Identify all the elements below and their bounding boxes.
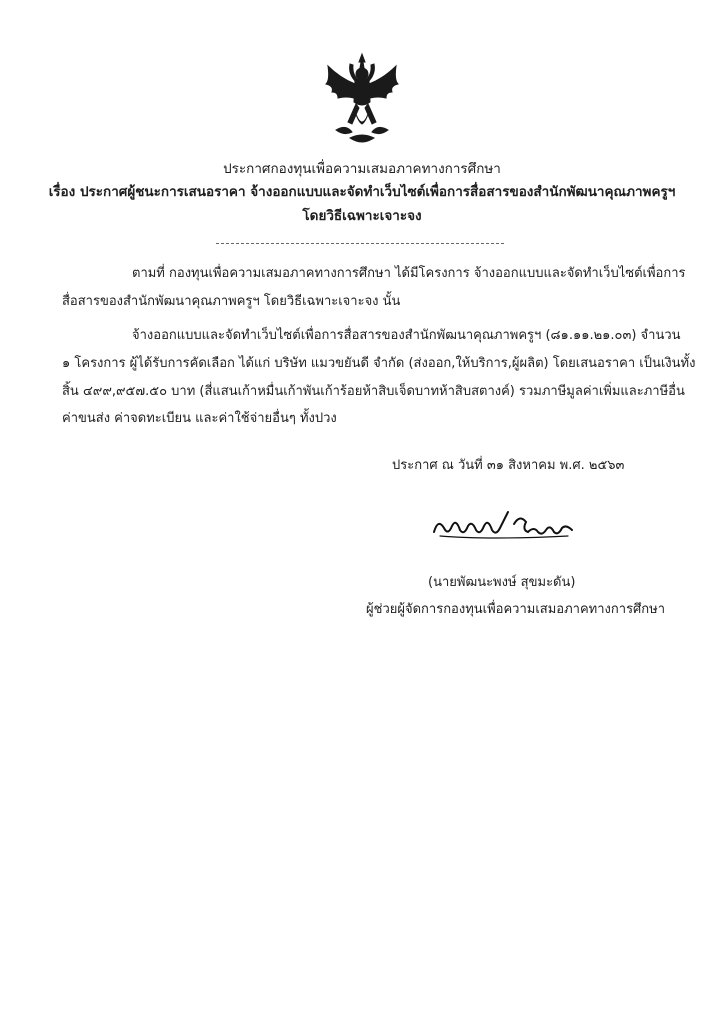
paragraph-2-line-1: จ้างออกแบบและจัดทำเว็บไซต์เพื่อการสื่อสารของสำนักพัฒนาคุณภาพครูฯ (๘๑.๑๑.๒๑.๐๓) จำนวน [132,328,681,343]
announcement-subject: เรื่อง ประกาศผู้ชนะการเสนอราคา จ้างออกแบบและจัดทำเว็บไซต์เพื่อการสื่อสารของสำนักพัฒนาคุณภาพครูฯ [48,184,676,200]
announcement-date: ประกาศ ณ วันที่ ๓๑ สิงหาคม พ.ศ. ๒๕๖๓ [392,458,625,473]
paragraph-2-line-2: ๑ โครงการ ผู้ได้รับการคัดเลือก ได้แก่ บริษัท แมวขยันดี จำกัด (ส่งออก,ให้บริการ,ผู้ผลิต) โดยเสนอราคา เป็นเงินทั้ง [62,356,696,371]
separator-line [216,243,504,244]
signer-name: (นายพัฒนะพงษ์ สุขมะดัน) [428,575,576,590]
paragraph-1-line-1: ตามที่ กองทุนเพื่อความเสมอภาคทางการศึกษา ได้มีโครงการ จ้างออกแบบและจัดทำเว็บไซต์เพื่อการ [132,266,686,281]
paragraph-2-line-4: ค่าขนส่ง ค่าจดทะเบียน และค่าใช้จ่ายอื่นๆ ทั้งปวง [62,411,337,426]
announcement-header: ประกาศกองทุนเพื่อความเสมอภาคทางการศึกษา [223,161,501,177]
garuda-emblem-icon [322,52,402,150]
procurement-method: โดยวิธีเฉพาะเจาะจง [302,208,422,224]
paragraph-2-line-3: สิ้น ๔๙๙,๙๕๗.๕๐ บาท (สี่แสนเก้าหมื่นเก้าพันเก้าร้อยห้าสิบเจ็ดบาทห้าสิบสตางค์) รวมภาษีมูลค่าเพิ่มและภาษีอื่น [62,384,685,399]
paragraph-1-line-2: สื่อสารของสำนักพัฒนาคุณภาพครูฯ โดยวิธีเฉพาะเจาะจง นั้น [62,294,401,309]
signer-title: ผู้ช่วยผู้จัดการกองทุนเพื่อความเสมอภาคทางการศึกษา [366,602,666,617]
handwritten-signature [430,506,580,546]
